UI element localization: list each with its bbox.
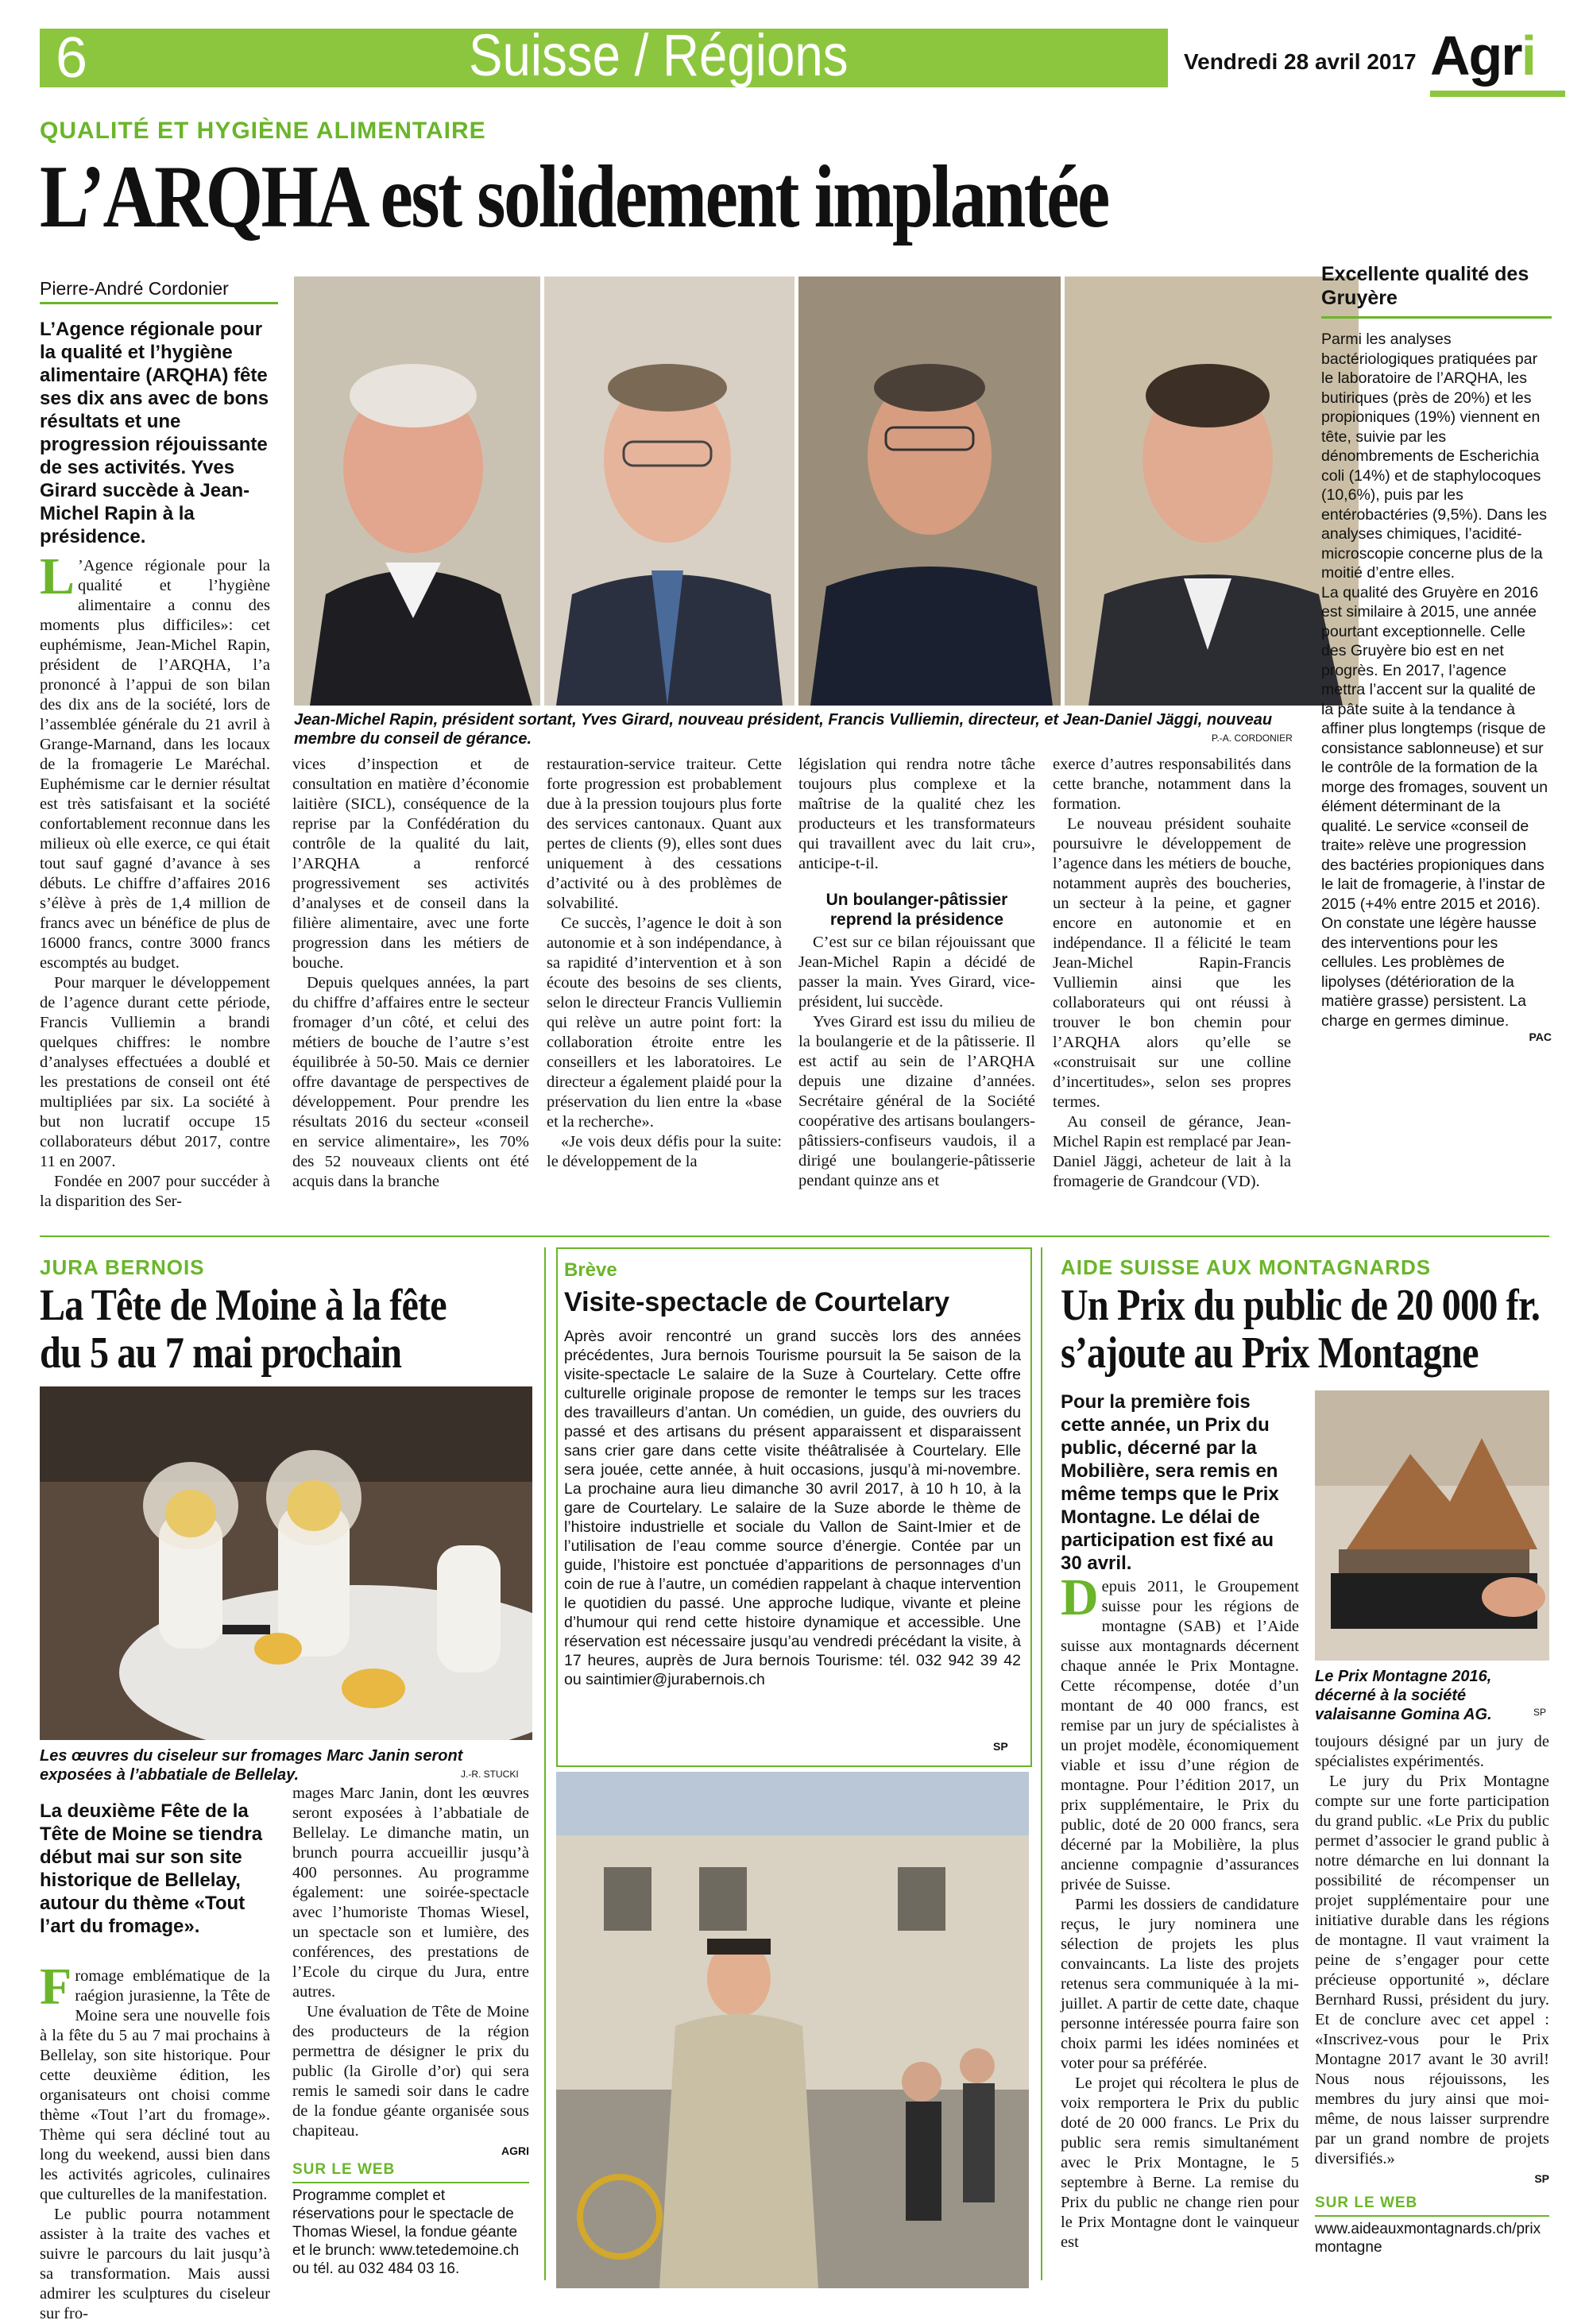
montagne-column-1 (1061, 1568, 1299, 2252)
web-rule (1315, 2215, 1549, 2217)
agri-logo: Agri (1430, 25, 1536, 87)
paragraph: Parmi les dossiers de candidature reçus, le jury nominera une sélection de projets les plus convaincants. La liste des projets retenus sera communiquée à la mi-juillet. A partir de cette date, chaque personne intéressée pourra faire son choix parmi les idées nominées et voter pour sa préférée. (1061, 1896, 1299, 2072)
paragraph: Le jury du Prix Montagne compte sur une forte participation du grand public. «Le Prix du public permet d’associer le grand public à notre démarche en lui donnant la possibilité de récompenser un projet supplémentaire pour une initiative durable dans les régions de montagne. Il vaut vraiment la peine de s’engager pour cette précieuse opportunité », déclare Bernhard Russi, président du jury. Et de conclure avec cet appel : «Inscrivez-vous pour le Prix Montagne 2017 avant le 30 avril! Nous nous réjouissons, les membres du jury ainsi que moi-même, de nous laisser surprendre par un grand nombre de projets diversifiés.» (1315, 1773, 1549, 2167)
prix-montagne-photo (1315, 1390, 1549, 1661)
main-column-5 (1053, 755, 1291, 1192)
montagne-lead: Pour la première fois cette année, un Prix du public, décerné par la Mobilière, sera remis en même temps que le Prix Montagne. Le délai de participation est fixé au 30 avril. (1061, 1391, 1279, 1574)
drop-cap: D (1061, 1568, 1099, 1626)
divider (40, 1235, 1549, 1237)
cheese-sculpture-photo (40, 1386, 532, 1740)
paragraph: Depuis quelques années, la part du chiffre d’affaires entre le secteur fromager d’un côté, et celui des métiers de bouche de l’autre s’est équilibrée à 50-50. Mais ce dernier offre davantage de perspectives de développement. Pour prendre les résultats 2016 du secteur «conseil en service alimentaire», les 70% des 52 nouveaux clients ont été acquis dans la branche (292, 974, 529, 1190)
montagne-kicker: AIDE SUISSE AUX MONTAGNARDS (1061, 1255, 1432, 1279)
subheading: Un boulanger-pâtissier reprend la présidence (825, 891, 1008, 929)
paragraph: restauration-service traiteur. Cette forte progression est probablement due à la pression toujours plus forte des services cantonaux. Quant aux pertes de clients (9), elles sont dues uniquement à des cessations d’activité ou à des problèmes de solvabilité. (547, 756, 782, 912)
sidebar-text-2: La qualité des Gruyère en 2016 est similaire à 2015, une année pourtant exceptionnelle. Celle des Gruyère bio est en net progrès. En 2017, l’agence mettra l’accent sur la qualité de la pâte suite à la tendance à affiner plus longtemps (risque de consistance sablonneuse) et sur le contrôle de la formation de la morge des fromages, souvent un élément déterminant de la qualité. Le service «conseil de traite» relève une progression des bactéries propioniques dans le lait de fromagerie, à l’instar de 2015 (+4% entre 2015 et 2016). On constate une légère hausse des interventions pour les cellules. Les problèmes de lipolyses (détérioration de la matière grasse) persistent. La charge en germes diminue. (1321, 583, 1548, 1030)
breve-body: Après avoir rencontré un grand succès lors des années précédentes, Jura bernois Tourisme poursuit la 5e saison de la visite-spectacle Le salaire de la Suze à Courtelary. Cette offre culturelle originale propose de remonter le temps sur les traces des travailleurs d’antan. Un comédien, un guide, des ouvriers du passé et des artisans du présent apparaissent et disparaissent sans crier gare dans cette visite théâtralisée à Courtelary. Elle sera jouée, cette année, à huit occasions, jusqu’à mi-novembre. La prochaine aura lieu dimanche 30 avril 2017, à 10 h 10, à la gare de Courtelary. Le salaire de la Suze aborde le thème de l’histoire industrielle et sociale du Vallon de Saint-Imier et de l’utilisation de l’eau comme source d’énergie. Contée par un guide, l’histoire est ponctuée d’apparitions de personnages d’un coin de rue à l’autre, un comédien rappelant à chaque intervention le quotidien du passé. Une approche ludique, vivante et pleine d’humour qui rend cette histoire dynamique et accessible. Une réservation est nécessaire jusqu’au vendredi précédant la visite, à 17 heures, auprès de Jura bernois Tourisme: tél. 032 942 39 42 ou saintimier@jurabernois.ch (564, 1328, 1021, 1688)
breve-signature: SP (993, 1740, 1008, 1753)
sidebar-signature: PAC (1529, 1031, 1552, 1043)
section-title: Suisse / Régions (469, 22, 849, 88)
courtelary-photo (556, 1772, 1029, 2288)
jura-lead: La deuxième Fête de la Tête de Moine se tiendra début mai sur son site historique de Bellelay, autour du thème «Tout l’art du fromage». (40, 1800, 263, 1937)
paragraph: «Je vois deux défis pour la suite: le développement de la (547, 1133, 782, 1170)
montagne-photo-caption: Le Prix Montagne 2016, décerné à la société valaisanne Gomina AG. (1315, 1668, 1492, 1723)
paragraph: ’Agence régionale pour la qualité et l’hygiène alimentaire a connu des moments plus difficiles»: cet euphémisme, Jean-Michel Rapin, président de l’ARQHA, l’a prononcé à l’appui de son bilan des dix ans de la société, lors de l’assemblée générale du 21 avril à Grange-Marnand, dans les locaux de la fromagerie Le Maréchal. Euphémisme car le dernier résultat est très satisfaisant et la société confortablement reconnue dans les milieux où elle exerce, ce qui était tout sauf gagné d’avance à ses débuts. Le chiffre d’affaires 2016 s’élève à près de 1,4 million de francs avec un bénéfice de plus de 16000 francs, contre 3000 francs escomptés au budget. (40, 557, 270, 972)
montagne-photo-credit: SP (1533, 1707, 1547, 1718)
paragraph: Au conseil de gérance, Jean-Michel Rapin est remplacé par Jean-Daniel Jäggi, acheteur de lait à la fromagerie de Grandcour (VD). (1053, 1113, 1291, 1190)
page-number: 6 (56, 26, 88, 90)
paragraph: exerce d’autres responsabilités dans cette branche, notamment dans la formation. (1053, 756, 1291, 813)
paragraph: Fondée en 2007 pour succéder à la disparition des Ser- (40, 1173, 270, 1210)
main-column-2 (292, 755, 529, 1192)
paragraph: mages Marc Janin, dont les œuvres seront exposées à l’abbatiale de Bellelay. Le dimanche matin, un brunch pourra accueillir jusqu’à 400 personnes. Au programme également: une soirée-spectacle avec l’humoriste Thomas Wiesel, un spectacle son et lumière, des conférences, des prestations de l’Ecole du cirque du Jura, entre autres. (292, 1785, 529, 2001)
jura-photo-credit: J.-R. STUCKI (461, 1769, 519, 1780)
breve-title: Visite-spectacle de Courtelary (564, 1287, 950, 1317)
breve-label: Brève (564, 1259, 617, 1281)
byline-rule (40, 302, 278, 304)
paragraph: vices d’inspection et de consultation en matière d’économie laitière (SICL), conséquence de la reprise par la Confédération du contrôle de la qualité du lait, l’ARQHA a renforcé progressivement ses activités d’analyses et de conseil dans la filière alimentaire, avec une forte progression dans les métiers de bouche. (292, 756, 529, 972)
jura-column-1 (40, 1958, 270, 2324)
montagne-signature: SP (1534, 2172, 1549, 2185)
web-rule (292, 2182, 529, 2183)
montagne-title-line-2: s’ajoute au Prix Montagne (1061, 1328, 1479, 1378)
paragraph: législation qui rendra notre tâche toujours plus complexe et la maîtrise de la qualité chez les producteurs et les transformateurs qui travaillent avec du lait cru», anticipe-t-il. (798, 756, 1035, 872)
sidebar-title: Excellente qualité des Gruyère (1321, 263, 1529, 309)
main-headline: L’ARQHA est solidement implantée (40, 148, 1108, 246)
jura-photo-caption: Les œuvres du ciseleur sur fromages Marc Janin seront exposées à l’abbatiale de Bellelay. (40, 1747, 463, 1784)
jura-web-text: Programme complet et réservations pour le spectacle de Thomas Wiesel, la fondue géante et le brunch: www.tetedemoine.ch ou tél. au 032 484 03 16. (292, 2187, 520, 2277)
drop-cap: L (40, 547, 75, 605)
main-photo-caption: Jean-Michel Rapin, président sortant, Yves Girard, nouveau président, Francis Vulliemin, directeur, et Jean-Daniel Jäggi, nouveau membre du conseil de gérance. (294, 711, 1273, 748)
paragraph: romage emblématique de la raégion jurasienne, la Tête de Moine sera une nouvelle fois à la fête du 5 au 7 mai prochains à Bellelay, son site historique. Pour cette deuxième édition, les organisateurs ont choisi comme thème «Tout l’art du fromage». Thème qui sera décliné tout au long du weekend, aussi bien dans les activités agricoles, culinaires que culturelles de la manifestation. (40, 1967, 270, 2203)
sidebar-box (1321, 262, 1552, 1043)
main-photo-credit: P.-A. CORDONIER (1212, 733, 1293, 744)
paragraph: Pour marquer le développement de l’agence durant cette période, Francis Vulliemin a brandi quelques chiffres: le nombre d’analyses effectuées a doublé et les prestations de conseil ont été multipliées par six. La société à but non lucratif occupe 15 collaborateurs début 2017, contre 11 en 2007. (40, 974, 270, 1170)
paragraph: Le projet qui récoltera le plus de voix remportera le Prix du public doté de 20 000 francs. Le Prix du public sera remis simultanément avec le Prix Montagne, le 5 septembre à Berne. La remise du Prix du public ne change rien pour le Prix Montagne dont le vainqueur est (1061, 2075, 1299, 2251)
main-column-4 (798, 755, 1035, 1191)
main-column-3 (547, 755, 782, 1172)
paragraph: toujours désigné par un jury de spécialistes expérimentés. (1315, 1733, 1549, 1770)
montagne-web-label: SUR LE WEB (1315, 2194, 1418, 2211)
author-byline: Pierre-André Cordonier (40, 278, 229, 299)
main-column-1 (40, 547, 270, 1212)
montagne-title-line-1: Un Prix du public de 20 000 fr. (1061, 1281, 1541, 1330)
paragraph: Ce succès, l’agence le doit à son autonomie et à son indépendance, à sa rapidité d’intervention et à son écoute des besoins de ses clients, selon le directeur Francis Vulliemin qui relève un autre point fort: la collaboration étroite entre les conseillers et les laboratoires. Le directeur a également plaidé pour la préservation du lien entre la «base et la recherche». (547, 915, 782, 1131)
paragraph: Yves Girard est issu du milieu de la boulangerie et de la pâtisserie. Il est actif au sein de l’ARQHA depuis une dizaine d’années. Secrétaire général de la Société coopérative des artisans boulangers-pâtissiers-confiseurs vaudois, il a dirigé une boulangerie-pâtisserie pendant quinze ans et (798, 1013, 1035, 1189)
montagne-web-text: www.aideauxmontagnards.ch/prixmontagne (1315, 2221, 1541, 2256)
paragraph: Le public pourra notamment assister à la traite des vaches et suivre le parcours du lait jusqu’à sa transformation. Mais aussi admirer les sculptures du ciseleur sur fro- (40, 2206, 270, 2322)
column-divider (544, 1247, 546, 2280)
paragraph: Une évaluation de Tête de Moine des producteurs de la région permettra de désigner le prix du public (la Girolle d’or) qui sera remis le samedi soir dans le cadre de la fondue géante organisée sous chapiteau. (292, 2003, 529, 2140)
jura-web-label: SUR LE WEB (292, 2161, 396, 2178)
jura-title-line-2: du 5 au 7 mai prochain (40, 1328, 402, 1378)
paragraph: C’est sur ce bilan réjouissant que Jean-Michel Rapin a décidé de passer la main. Yves Girard, vice-président, lui succède. (798, 934, 1035, 1011)
paragraph: Le nouveau président souhaite poursuivre le développement de l’agence dans les métiers de bouche, notamment auprès des boucheries, un secteur à la peine, et gagner encore en autonomie et en indépendance. Il a félicité le team Jean-Michel Rapin-Francis Vulliemin ainsi que les collaborateurs qui ont réussi à trouver le bon chemin pour l’ARQHA alors qu’elle se «construisait sur une colline d’incertitudes», selon ses propres termes. (1053, 815, 1291, 1111)
paragraph: epuis 2011, le Groupement suisse pour les régions de montagne (SAB) et l’Aide suisse aux montagnards décernent chaque année le Prix Montagne. Cette récompense, dotée d’un montant de 40 000 francs, est remise par un jury de spécialistes à un projet modèle, économiquement viable et issu d’une région de montagne. Pour l’édition 2017, un prix supplémentaire, le Prix du public, doté de 20 000 francs, sera décerné par la Mobilière, la plus ancienne compagnie d’assurances privée de Suisse. (1061, 1578, 1299, 1893)
montagne-column-2 (1315, 1732, 1549, 2189)
jura-kicker: JURA BERNOIS (40, 1255, 205, 1279)
drop-cap: F (40, 1958, 72, 2016)
issue-date: Vendredi 28 avril 2017 (1184, 49, 1417, 74)
jura-column-2 (292, 1784, 529, 2161)
main-lead: L’Agence régionale pour la qualité et l’hygiène alimentaire (ARQHA) fête ses dix ans avec de bons résultats et une progression réjouissante de ses activités. Yves Girard succède à Jean-Michel Rapin à la présidence. (40, 319, 269, 547)
jura-title-line-1: La Tête de Moine à la fête (40, 1281, 447, 1330)
column-divider (1041, 1247, 1042, 2280)
main-kicker: QUALITÉ ET HYGIÈNE ALIMENTAIRE (40, 118, 486, 144)
sidebar-rule (1321, 316, 1552, 319)
group-photo (294, 276, 1359, 706)
jura-signature: AGRI (501, 2144, 529, 2157)
sidebar-text: Parmi les analyses bactériologiques pratiquées par le laboratoire de l’ARQHA, les butiriques (près de 20%) et les propioniques (19%) viennent en tête, suivie par les dénombrements de Escherichia coli (14%) et de staphylocoques (10,6%), puis par les entérobactéries (9,5%). Dans les analyses chimiques, l’acidité-microscopie concerne plus de la moitié d’entre elles. (1321, 331, 1547, 582)
logo-underline (1430, 91, 1565, 97)
